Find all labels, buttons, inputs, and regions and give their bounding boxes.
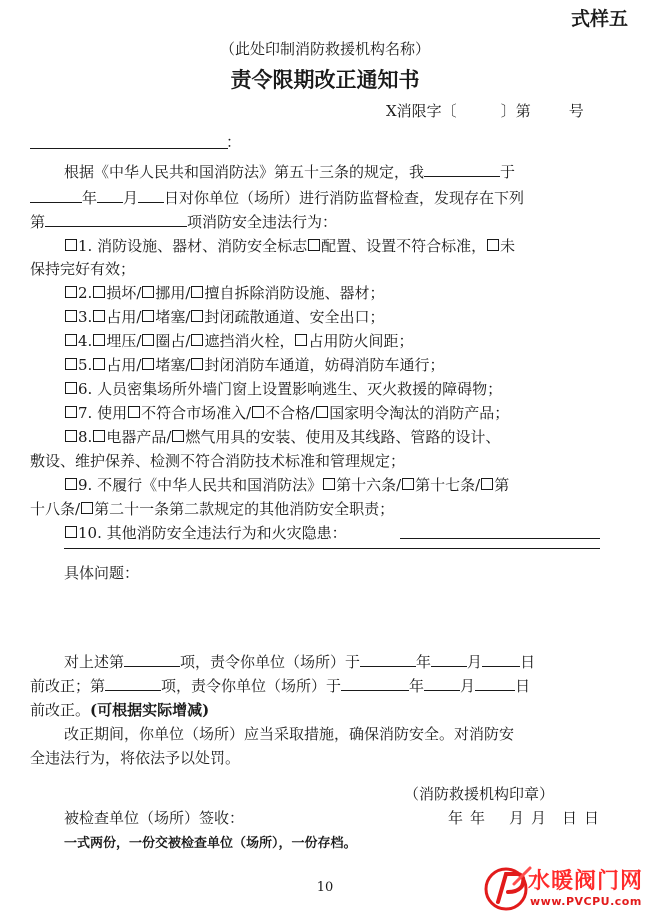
- item-10: [64, 521, 347, 545]
- date-text: 年: [448, 809, 464, 827]
- item-5: [64, 353, 444, 377]
- item-8-cont: 敷设、维护保养、检测不符合消防技术标准和管理规定；: [30, 452, 406, 470]
- checkbox[interactable]: [93, 334, 105, 346]
- item-text: 不符合市场准入/: [141, 404, 252, 422]
- document-title: 责令限期改正通知书: [230, 68, 420, 92]
- intro-text: 年: [82, 189, 98, 207]
- order-text: 项，责令你单位（场所）于: [161, 677, 342, 695]
- item-text: 埋压/: [106, 332, 142, 350]
- page-number: 10: [316, 880, 334, 895]
- date-text: 月: [509, 809, 525, 827]
- order-line-1: [64, 650, 535, 674]
- other-violations-line[interactable]: [64, 548, 600, 549]
- order-line-2: [30, 674, 530, 698]
- order-text: 前改正。: [30, 701, 91, 719]
- checkbox[interactable]: [481, 478, 493, 490]
- order-text: 项，责令你单位（场所）于: [180, 653, 361, 671]
- order-text: 月: [460, 677, 476, 695]
- item-text: 第: [494, 476, 510, 494]
- item-4: [64, 329, 413, 353]
- doc-number-prefix: X消限字〔: [386, 102, 457, 120]
- intro-text: 根据《中华人民共和国消防法》第五十三条的规定，我: [64, 163, 425, 181]
- item-text: 遮挡消火栓，: [204, 332, 295, 350]
- checkbox[interactable]: [172, 430, 184, 442]
- item-text: 燃气用具的安装、使用及其线路、管路的设计、: [185, 428, 501, 446]
- checkbox[interactable]: [65, 334, 77, 346]
- checkbox[interactable]: [65, 430, 77, 442]
- item-text: 挪用/: [155, 284, 191, 302]
- order-text: 年: [416, 653, 432, 671]
- checkbox[interactable]: [81, 502, 93, 514]
- adjust-note: (可根据实际增减): [90, 701, 210, 719]
- date-text: 日: [562, 809, 578, 827]
- checkbox[interactable]: [65, 286, 77, 298]
- item-text: 6. 人员密集场所外墙门窗上设置影响逃生、灭火救援的障碍物；: [78, 380, 503, 398]
- intro-text: 日对你单位（场所）进行消防监督检查，发现存在下列: [164, 189, 525, 207]
- receipt-date-text: [470, 806, 599, 830]
- item-text: 1. 消防设施、器材、消防安全标志: [78, 237, 308, 255]
- item-text: 堵塞/: [155, 308, 191, 326]
- item-text: 2.: [78, 284, 93, 302]
- checkbox[interactable]: [93, 430, 105, 442]
- item-text: 损坏/: [106, 284, 142, 302]
- date-text: 月: [531, 809, 547, 827]
- item-text: 封闭消防车通道，妨碍消防车通行；: [204, 356, 445, 374]
- year-blank[interactable]: [341, 674, 409, 691]
- checkbox[interactable]: [323, 478, 335, 490]
- specific-issues-label: 具体问题：: [64, 564, 140, 582]
- copies-note: 一式两份，一份交被检查单位（场所），一份存档。: [64, 836, 357, 851]
- item-10-line[interactable]: [400, 538, 600, 539]
- checkbox[interactable]: [191, 310, 203, 322]
- item-3: [64, 305, 384, 329]
- checkbox[interactable]: [487, 239, 499, 251]
- item-text: 国家明令淘汰的消防产品；: [329, 404, 510, 422]
- item-text: 占用/: [106, 356, 142, 374]
- item-text: 电器产品/: [106, 428, 172, 446]
- recipient-line[interactable]: [30, 148, 228, 149]
- day-blank[interactable]: [138, 186, 164, 203]
- checkbox[interactable]: [65, 239, 77, 251]
- agency-seal-label: （消防救援机构印章）: [404, 785, 555, 803]
- date-text: 日: [584, 809, 600, 827]
- checkbox[interactable]: [65, 310, 77, 322]
- checkbox[interactable]: [93, 286, 105, 298]
- checkbox[interactable]: [65, 382, 77, 394]
- month-blank[interactable]: [97, 186, 123, 203]
- item-text: 不合格/: [265, 404, 316, 422]
- checkbox[interactable]: [142, 358, 154, 370]
- order-text: 年: [409, 677, 425, 695]
- order-text: 日: [515, 677, 531, 695]
- item-2: [64, 281, 384, 305]
- checkbox[interactable]: [128, 406, 140, 418]
- checkbox[interactable]: [142, 310, 154, 322]
- agency-name-placeholder: （此处印制消防救援机构名称）: [219, 40, 430, 58]
- month-blank[interactable]: [424, 674, 460, 691]
- date-text: 年: [470, 809, 486, 827]
- closing-line-1: 改正期间，你单位（场所）应当采取措施，确保消防安全。对消防安: [64, 725, 515, 743]
- item-9: [64, 473, 509, 497]
- item-text: 第十七条/: [415, 476, 481, 494]
- item-count-blank[interactable]: [45, 210, 187, 227]
- intro-text: 于: [500, 163, 516, 181]
- item-8: [64, 425, 500, 449]
- item-text: 3.: [78, 308, 93, 326]
- checkbox[interactable]: [191, 334, 203, 346]
- checkbox[interactable]: [191, 286, 203, 298]
- recipient-colon: ：: [226, 133, 242, 151]
- intro-text: 第: [30, 213, 46, 231]
- doc-number-mid: 〕第: [500, 102, 531, 120]
- item-text: 封闭疏散通道、安全出口；: [204, 308, 385, 326]
- checkbox[interactable]: [65, 526, 77, 538]
- item-7: [64, 401, 509, 425]
- doc-number-suffix: 号: [568, 102, 584, 120]
- order-text: 前改正；第: [30, 677, 106, 695]
- year-blank[interactable]: [360, 650, 416, 667]
- item-text: 10. 其他消防安全违法行为和火灾隐患：: [78, 524, 347, 542]
- item-1-cont: 保持完好有效；: [30, 260, 136, 278]
- item-text: 9. 不履行《中华人民共和国消防法》: [78, 476, 323, 494]
- item-text: 十八条/: [30, 500, 81, 518]
- intro-text: 月: [123, 189, 139, 207]
- item-text: 未: [500, 237, 516, 255]
- checkbox[interactable]: [65, 406, 77, 418]
- checkbox[interactable]: [402, 478, 414, 490]
- checkbox[interactable]: [65, 358, 77, 370]
- item-range-blank[interactable]: [105, 674, 161, 691]
- intro-line-3: [30, 210, 337, 234]
- closing-line-2: 全违法行为，将依法予以处罚。: [30, 749, 241, 767]
- year-blank[interactable]: [30, 186, 82, 203]
- day-blank[interactable]: [475, 674, 515, 691]
- intro-text: 项消防安全违法行为：: [187, 213, 338, 231]
- order-text: 日: [520, 653, 536, 671]
- order-text: 对上述第: [64, 653, 125, 671]
- watermark-brand: 水暖阀门网: [528, 869, 644, 894]
- item-text: 占用防火间距；: [308, 332, 414, 350]
- checkbox[interactable]: [295, 334, 307, 346]
- day-blank[interactable]: [482, 650, 520, 667]
- checkbox[interactable]: [191, 358, 203, 370]
- item-text: 圈占/: [155, 332, 191, 350]
- form-label: 式样五: [570, 8, 628, 30]
- checkbox[interactable]: [142, 334, 154, 346]
- item-text: 占用/: [106, 308, 142, 326]
- item-6: [64, 377, 502, 401]
- recipient-sign-label: 被检查单位（场所）签收：: [64, 809, 245, 827]
- checkbox[interactable]: [308, 239, 320, 251]
- item-text: 配置、设置不符合标准，: [321, 237, 487, 255]
- item-text: 第二十一条第二款规定的其他消防安全职责；: [94, 500, 395, 518]
- item-text: 7. 使用: [78, 404, 128, 422]
- item-text: 擅自拆除消防设施、器材；: [204, 284, 385, 302]
- checkbox[interactable]: [93, 310, 105, 322]
- intro-line-2: [30, 186, 524, 210]
- item-text: 4.: [78, 332, 93, 350]
- item-text: 5.: [78, 356, 93, 374]
- checkbox[interactable]: [65, 478, 77, 490]
- checkbox[interactable]: [142, 286, 154, 298]
- agency-blank[interactable]: [424, 160, 500, 177]
- checkbox[interactable]: [252, 406, 264, 418]
- month-blank[interactable]: [431, 650, 467, 667]
- item-text: 第十六条/: [336, 476, 402, 494]
- checkbox[interactable]: [93, 358, 105, 370]
- item-text: 堵塞/: [155, 356, 191, 374]
- checkbox[interactable]: [316, 406, 328, 418]
- intro-line-1: [64, 160, 515, 184]
- document-number: [386, 100, 584, 121]
- item-9-cont: [30, 497, 394, 521]
- watermark-url: www.PVCPU.com: [530, 895, 642, 908]
- item-text: 8.: [78, 428, 93, 446]
- order-text: 月: [467, 653, 483, 671]
- item-range-blank[interactable]: [124, 650, 180, 667]
- order-line-3: [30, 698, 209, 722]
- item-1: [64, 234, 515, 258]
